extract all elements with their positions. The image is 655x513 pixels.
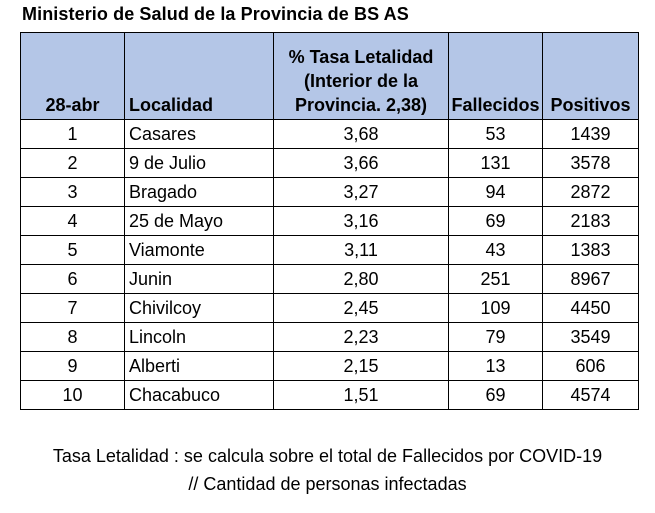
cell-positivos: 2183 [543,207,639,236]
page-title: Ministerio de Salud de la Provincia de BS AS [22,4,409,24]
cell-localidad: Junin [125,265,274,294]
cell-tasa: 2,45 [274,294,449,323]
cell-fallecidos: 69 [449,381,543,410]
cell-positivos: 4574 [543,381,639,410]
cell-rank: 6 [21,265,125,294]
table-row [21,265,639,294]
cell-tasa: 1,51 [274,381,449,410]
cell-positivos: 3578 [543,149,639,178]
footnote-line2: // Cantidad de personas infectadas [188,474,467,494]
cell-localidad: Casares [125,120,274,149]
cell-fallecidos: 131 [449,149,543,178]
cell-fallecidos: 79 [449,323,543,352]
table-row [21,323,639,352]
table-row [21,381,639,410]
cell-fallecidos: 251 [449,265,543,294]
footnote-line1: Tasa Letalidad : se calcula sobre el total de Fallecidos por COVID-19 [52,446,603,466]
cell-fallecidos: 13 [449,352,543,381]
table-row [21,120,639,149]
table-body [21,120,639,410]
footnote [0,442,655,498]
cell-fallecidos: 69 [449,207,543,236]
header-tasa-letalidad [274,33,449,120]
cell-positivos: 1439 [543,120,639,149]
cell-rank: 1 [21,120,125,149]
header-tasa-line1: % Tasa Letalidad [288,47,434,67]
header-positivos: Positivos [543,33,639,120]
cell-rank: 9 [21,352,125,381]
cell-rank: 3 [21,178,125,207]
cell-tasa: 3,16 [274,207,449,236]
table-header [21,33,639,120]
table-row [21,352,639,381]
header-fallecidos: Fallecidos [449,33,543,120]
cell-positivos: 2872 [543,178,639,207]
cell-rank: 10 [21,381,125,410]
cell-tasa: 2,23 [274,323,449,352]
cell-rank: 2 [21,149,125,178]
cell-tasa: 3,27 [274,178,449,207]
table-row [21,294,639,323]
cell-rank: 8 [21,323,125,352]
table-row [21,149,639,178]
table-row [21,236,639,265]
cell-localidad: 25 de Mayo [125,207,274,236]
cell-positivos: 3549 [543,323,639,352]
cell-localidad: Bragado [125,178,274,207]
cell-localidad: Lincoln [125,323,274,352]
header-localidad: Localidad [125,33,274,120]
cell-fallecidos: 94 [449,178,543,207]
cell-localidad: Alberti [125,352,274,381]
header-tasa-line3: Provincia. 2,38) [294,95,428,115]
cell-fallecidos: 109 [449,294,543,323]
table-row [21,178,639,207]
cell-positivos: 8967 [543,265,639,294]
cell-localidad: 9 de Julio [125,149,274,178]
cell-fallecidos: 43 [449,236,543,265]
cell-rank: 4 [21,207,125,236]
header-rank: 28-abr [21,33,125,120]
cell-tasa: 3,68 [274,120,449,149]
cell-tasa: 2,80 [274,265,449,294]
cell-fallecidos: 53 [449,120,543,149]
cell-positivos: 606 [543,352,639,381]
cell-localidad: Viamonte [125,236,274,265]
letalidad-table [20,32,639,410]
cell-rank: 5 [21,236,125,265]
cell-tasa: 3,11 [274,236,449,265]
header-tasa-line2: (Interior de la [303,71,419,91]
table-header-row [21,33,639,120]
table-row [21,207,639,236]
cell-rank: 7 [21,294,125,323]
cell-positivos: 1383 [543,236,639,265]
cell-localidad: Chivilcoy [125,294,274,323]
cell-tasa: 2,15 [274,352,449,381]
cell-positivos: 4450 [543,294,639,323]
cell-tasa: 3,66 [274,149,449,178]
cell-localidad: Chacabuco [125,381,274,410]
